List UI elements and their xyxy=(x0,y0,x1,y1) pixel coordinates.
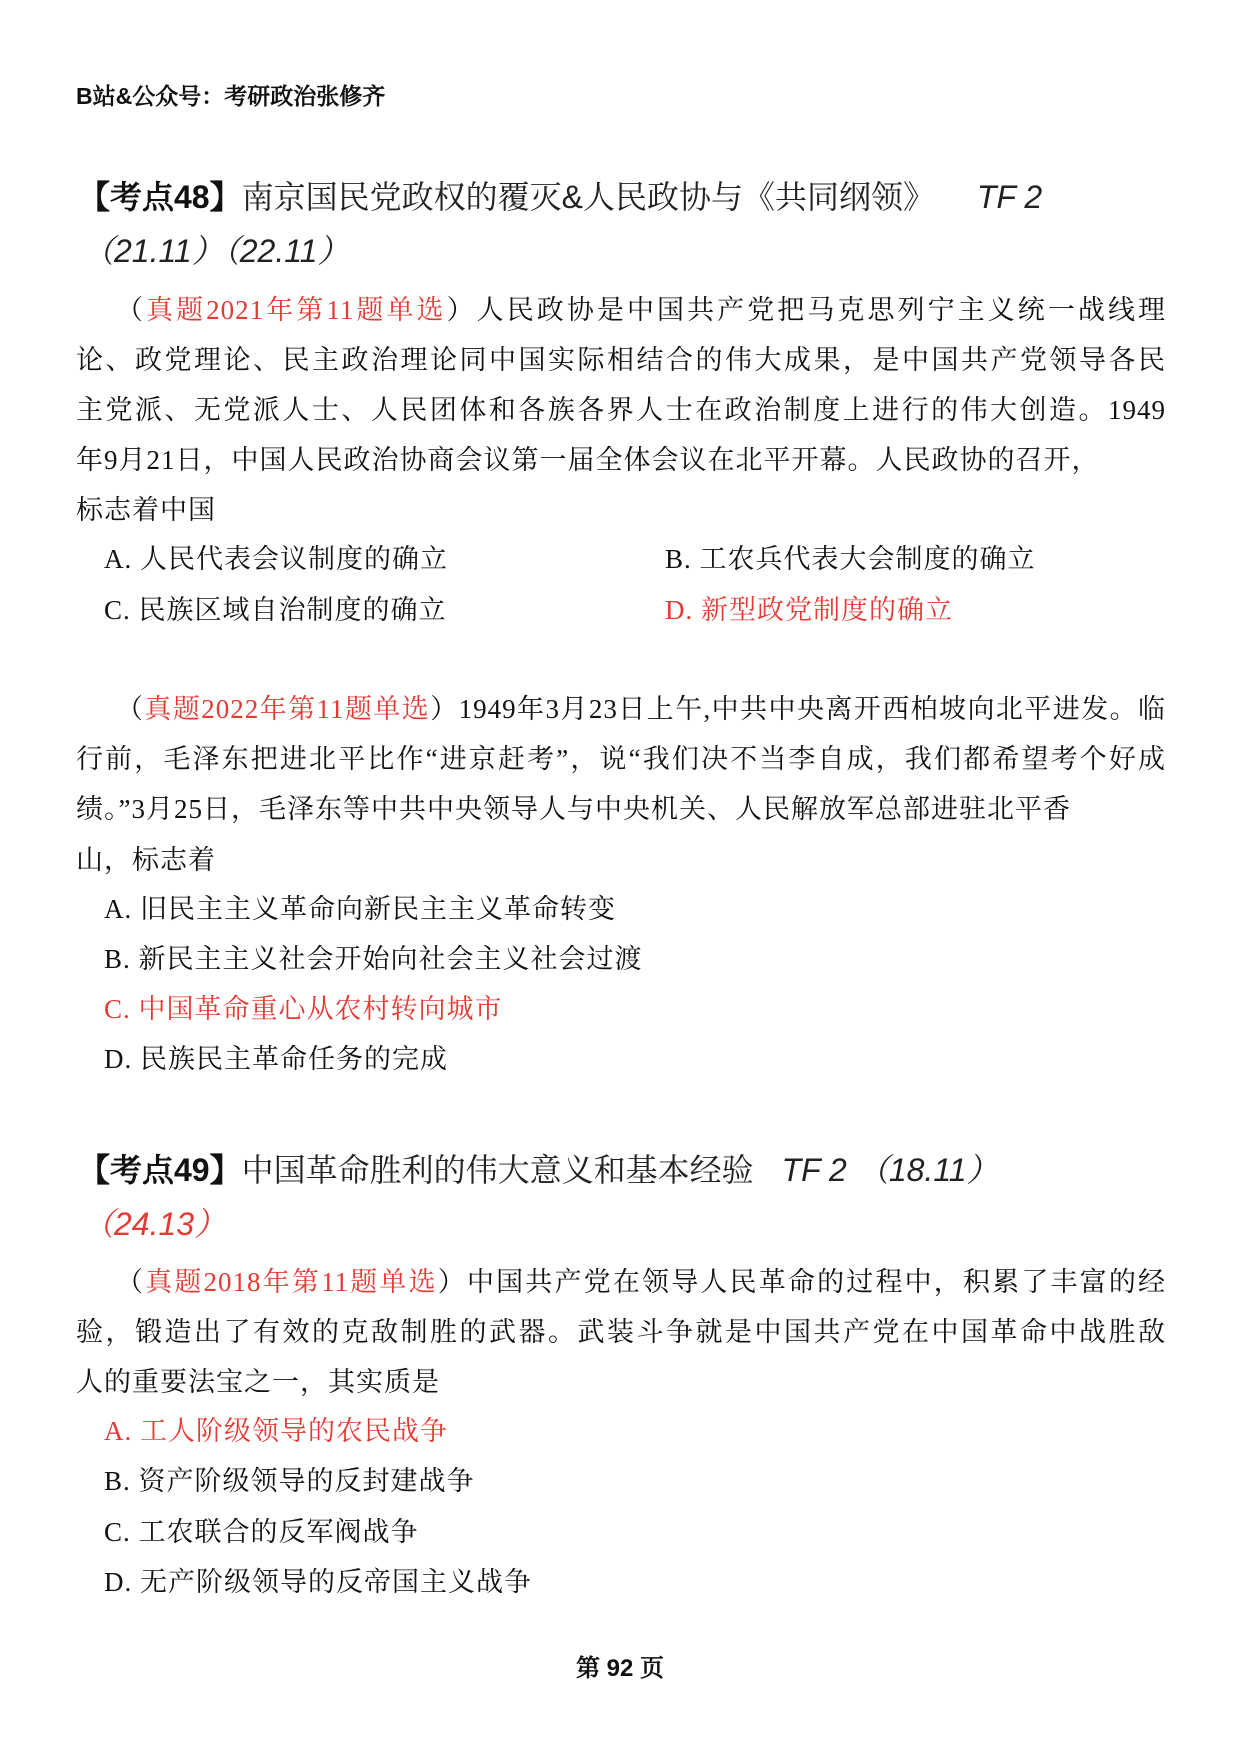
section-heading-48 xyxy=(78,172,1042,218)
question-source: 真题2022年第11题单选 xyxy=(144,694,431,724)
option-b: B. 工农兵代表大会制度的确立 xyxy=(665,544,1036,574)
year-tag: （21.11） xyxy=(82,233,224,269)
question-line: 年9月21日，中国人民政治协商会议第一届全体会议在北平开幕。人民政协的召开， xyxy=(76,445,1100,475)
question-text: 中国共产党在领导人民革命的过程中，积累了丰富的经 xyxy=(466,1267,1167,1297)
question-line: 主党派、无党派人士、人民团体和各族各界人士在政治制度上进行的伟大创造。1949 xyxy=(76,395,1166,425)
page-number: 第 92 页 xyxy=(575,1655,665,1682)
question-line: 人的重要法宝之一，其实质是 xyxy=(76,1367,440,1397)
option-b: B. 新民主主义社会开始向社会主义社会过渡 xyxy=(104,944,643,974)
option-d: D. 无产阶级领导的反帝国主义战争 xyxy=(104,1567,532,1597)
tf-label: TF 2 xyxy=(781,1152,847,1188)
section-title: 中国革命胜利的伟大意义和基本经验 xyxy=(241,1152,754,1188)
option-c-answer: C. 中国革命重心从农村转向城市 xyxy=(104,994,503,1024)
section-tag: 【考点48】 xyxy=(78,179,242,215)
section-tag: 【考点49】 xyxy=(78,1152,242,1188)
question-line: （真题2018年第11题单选）中国共产党在领导人民革命的过程中，积累了丰富的经 xyxy=(116,1267,1167,1297)
option-a: A. 旧民主主义革命向新民主主义革命转变 xyxy=(104,894,616,924)
question-line: 山，标志着 xyxy=(76,845,216,875)
section-heading-49 xyxy=(78,1145,999,1191)
question-line: （真题2021年第11题单选）人民政协是中国共产党把马克思列宁主义统一战线理 xyxy=(116,295,1167,325)
year-tag: （22.11） xyxy=(223,233,350,269)
question-source: 真题2018年第11题单选 xyxy=(145,1267,438,1297)
question-line: 绩。”3月25日，毛泽东等中共中央领导人与中央机关、人民解放军总部进驻北平香 xyxy=(76,794,1071,824)
year-tag-highlight: （24.13） xyxy=(82,1206,227,1242)
year-tag: （18.11） xyxy=(856,1152,999,1188)
option-d: D. 民族民主革命任务的完成 xyxy=(104,1044,448,1074)
question-text: 人民政协是中国共产党把马克思列宁主义统一战线理 xyxy=(476,295,1167,325)
question-source: 真题2021年第11题单选 xyxy=(146,295,447,325)
tf-label: TF 2 xyxy=(976,179,1043,215)
option-a-answer: A. 工人阶级领导的农民战争 xyxy=(104,1416,448,1446)
question-line: 标志着中国 xyxy=(76,495,216,525)
question-line: （真题2022年第11题单选）1949年3月23日上午,中共中央离开西柏坡向北平进发。临 xyxy=(116,694,1167,724)
option-d-answer: D. 新型政党制度的确立 xyxy=(665,595,953,625)
section-years xyxy=(82,226,349,272)
option-c: C. 民族区域自治制度的确立 xyxy=(104,595,447,625)
option-a: A. 人民代表会议制度的确立 xyxy=(104,544,448,574)
option-b: B. 资产阶级领导的反封建战争 xyxy=(104,1466,475,1496)
question-line: 论、政党理论、民主政治理论同中国实际相结合的伟大成果，是中国共产党领导各民 xyxy=(76,345,1166,375)
question-line: 行前，毛泽东把进北平比作“进京赶考”，说“我们决不当李自成，我们都希望考个好成 xyxy=(76,744,1166,774)
question-line: 验，锻造出了有效的克敌制胜的武器。武装斗争就是中国共产党在中国革命中战胜敌 xyxy=(76,1317,1166,1347)
section-title: 南京国民党政权的覆灭&人民政协与《共同纲领》 xyxy=(241,179,935,215)
option-c: C. 工农联合的反军阀战争 xyxy=(104,1517,419,1547)
question-text: 1949年3月23日上午,中共中央离开西柏坡向北平进发。临 xyxy=(458,694,1167,724)
page-header: B站&公众号：考研政治张修齐 xyxy=(76,83,386,109)
